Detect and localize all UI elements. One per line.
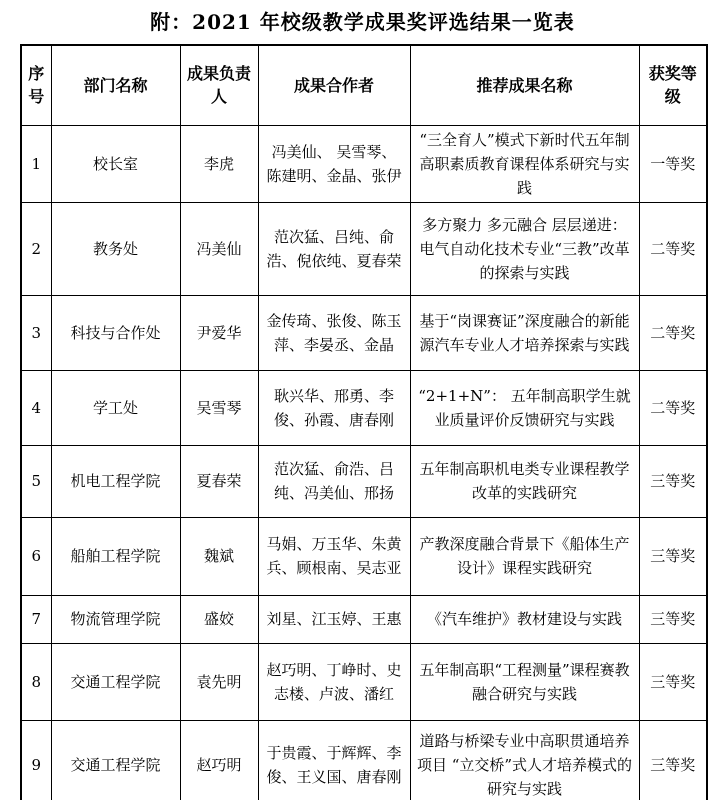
cell-achievement-name: “2+1+N”： 五年制高职学生就业质量评价反馈研究与实践 bbox=[410, 370, 639, 445]
header-achievement-name: 推荐成果名称 bbox=[410, 45, 639, 125]
cell-leader: 冯美仙 bbox=[180, 202, 258, 295]
results-table bbox=[20, 44, 708, 800]
header-award-level: 获奖等级 bbox=[639, 45, 707, 125]
cell-department: 学工处 bbox=[51, 370, 180, 445]
cell-serial: 3 bbox=[21, 295, 51, 370]
cell-department: 科技与合作处 bbox=[51, 295, 180, 370]
cell-department: 交通工程学院 bbox=[51, 643, 180, 720]
cell-leader: 吴雪琴 bbox=[180, 370, 258, 445]
cell-leader: 李虎 bbox=[180, 125, 258, 202]
table-row bbox=[21, 517, 707, 595]
cell-collaborators: 范次猛、吕纯、俞浩、倪依纯、夏春荣 bbox=[258, 202, 410, 295]
cell-collaborators: 金传琦、张俊、陈玉萍、李晏丞、金晶 bbox=[258, 295, 410, 370]
table-row bbox=[21, 295, 707, 370]
cell-leader: 赵巧明 bbox=[180, 720, 258, 800]
cell-serial: 8 bbox=[21, 643, 51, 720]
cell-collaborators: 刘星、江玉婷、王惠 bbox=[258, 595, 410, 643]
header-collaborators: 成果合作者 bbox=[258, 45, 410, 125]
cell-award-level: 二等奖 bbox=[639, 370, 707, 445]
cell-serial: 7 bbox=[21, 595, 51, 643]
cell-achievement-name: 产教深度融合背景下《船体生产设计》课程实践研究 bbox=[410, 517, 639, 595]
table-row bbox=[21, 643, 707, 720]
cell-department: 教务处 bbox=[51, 202, 180, 295]
table-row bbox=[21, 370, 707, 445]
document-title: 附：2021 年校级教学成果奖评选结果一览表 bbox=[150, 10, 575, 34]
cell-department: 船舶工程学院 bbox=[51, 517, 180, 595]
header-serial: 序号 bbox=[21, 45, 51, 125]
cell-award-level: 三等奖 bbox=[639, 720, 707, 800]
table-row bbox=[21, 202, 707, 295]
cell-achievement-name: 《汽车维护》教材建设与实践 bbox=[410, 595, 639, 643]
cell-award-level: 二等奖 bbox=[639, 202, 707, 295]
cell-department: 机电工程学院 bbox=[51, 445, 180, 517]
cell-department: 物流管理学院 bbox=[51, 595, 180, 643]
cell-department: 校长室 bbox=[51, 125, 180, 202]
cell-serial: 5 bbox=[21, 445, 51, 517]
cell-achievement-name: 五年制高职机电类专业课程教学改革的实践研究 bbox=[410, 445, 639, 517]
cell-award-level: 一等奖 bbox=[639, 125, 707, 202]
table-row bbox=[21, 445, 707, 517]
cell-leader: 袁先明 bbox=[180, 643, 258, 720]
table-row bbox=[21, 720, 707, 800]
header-leader: 成果负责人 bbox=[180, 45, 258, 125]
cell-leader: 尹爱华 bbox=[180, 295, 258, 370]
cell-serial: 9 bbox=[21, 720, 51, 800]
header-department: 部门名称 bbox=[51, 45, 180, 125]
cell-achievement-name: 多方聚力 多元融合 层层递进：电气自动化技术专业“三教”改革的探索与实践 bbox=[410, 202, 639, 295]
table-row bbox=[21, 595, 707, 643]
cell-serial: 4 bbox=[21, 370, 51, 445]
cell-achievement-name: 五年制高职“工程测量”课程赛教融合研究与实践 bbox=[410, 643, 639, 720]
cell-achievement-name: 基于“岗课赛证”深度融合的新能源汽车专业人才培养探索与实践 bbox=[410, 295, 639, 370]
cell-award-level: 三等奖 bbox=[639, 445, 707, 517]
table-header bbox=[21, 45, 707, 125]
cell-leader: 夏春荣 bbox=[180, 445, 258, 517]
cell-award-level: 三等奖 bbox=[639, 595, 707, 643]
cell-leader: 魏斌 bbox=[180, 517, 258, 595]
table-body bbox=[21, 125, 707, 800]
header-row bbox=[21, 45, 707, 125]
cell-collaborators: 于贵霞、于辉辉、李俊、王义国、唐春刚 bbox=[258, 720, 410, 800]
cell-award-level: 三等奖 bbox=[639, 517, 707, 595]
cell-award-level: 二等奖 bbox=[639, 295, 707, 370]
cell-achievement-name: 道路与桥梁专业中高职贯通培养项目 “立交桥”式人才培养模式的研究与实践 bbox=[410, 720, 639, 800]
cell-achievement-name: “三全育人”模式下新时代五年制高职素质教育课程体系研究与实践 bbox=[410, 125, 639, 202]
cell-collaborators: 赵巧明、丁峥时、史志楼、卢波、潘红 bbox=[258, 643, 410, 720]
cell-award-level: 三等奖 bbox=[639, 643, 707, 720]
cell-collaborators: 马娟、万玉华、朱黄兵、顾根南、吴志亚 bbox=[258, 517, 410, 595]
cell-department: 交通工程学院 bbox=[51, 720, 180, 800]
cell-leader: 盛姣 bbox=[180, 595, 258, 643]
cell-collaborators: 冯美仙、 吴雪琴、陈建明、金晶、张伊 bbox=[258, 125, 410, 202]
cell-serial: 1 bbox=[21, 125, 51, 202]
cell-serial: 2 bbox=[21, 202, 51, 295]
table-row bbox=[21, 125, 707, 202]
cell-collaborators: 耿兴华、邢勇、李俊、孙霞、唐春刚 bbox=[258, 370, 410, 445]
cell-collaborators: 范次猛、俞浩、吕纯、冯美仙、邢扬 bbox=[258, 445, 410, 517]
cell-serial: 6 bbox=[21, 517, 51, 595]
